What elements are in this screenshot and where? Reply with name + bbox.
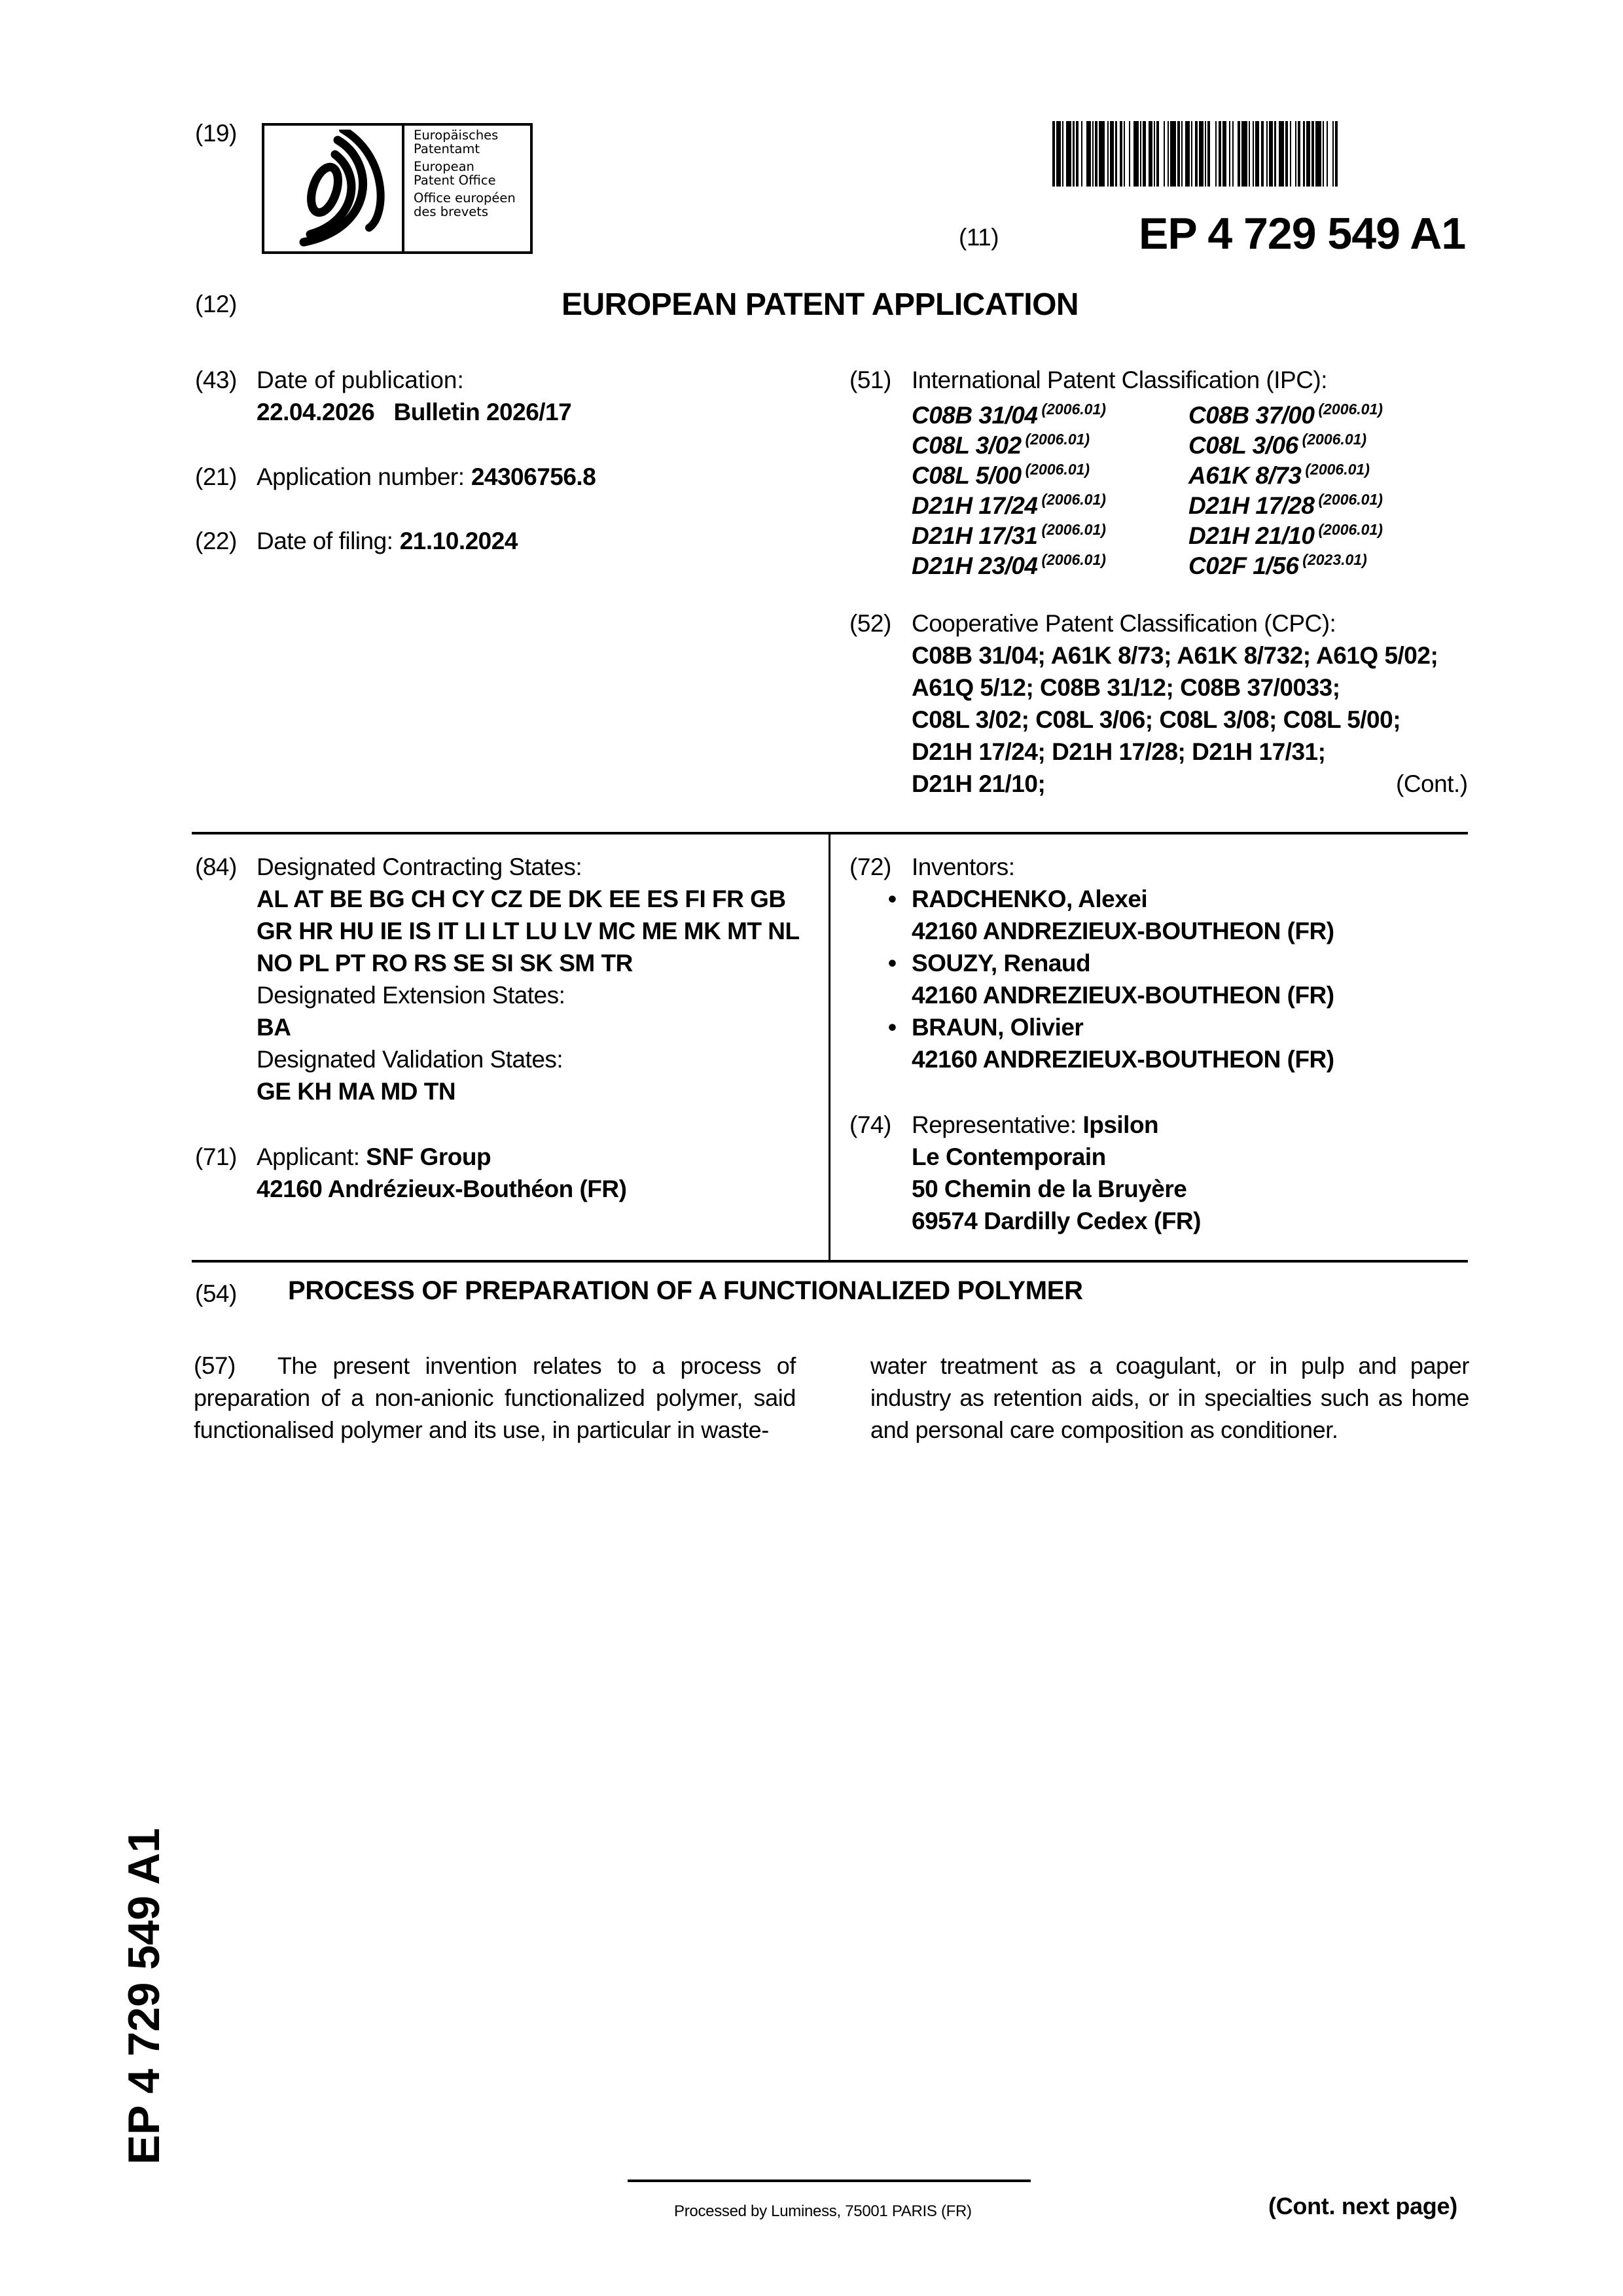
- ipc-entry: [1188, 454, 1463, 489]
- ipc-version: (2006.01): [1318, 401, 1383, 418]
- representative-label: Representative:: [912, 1111, 1077, 1138]
- epo-logo-text: [404, 126, 530, 251]
- ipc-entry: [1188, 394, 1463, 429]
- filing-date-block: [195, 525, 237, 557]
- publication-date: 22.04.2026: [257, 399, 375, 425]
- abstract-column-2: [870, 1350, 1469, 1446]
- logo-line: European: [414, 159, 474, 174]
- inventor-name: • RADCHENKO, Alexei: [912, 883, 1334, 915]
- representative-address-line: 50 Chemin de la Bruyère: [912, 1175, 1187, 1202]
- inventor-address: 42160 ANDREZIEUX-BOUTHEON (FR): [912, 1046, 1334, 1073]
- representative-name: Ipsilon: [1082, 1111, 1159, 1138]
- ipc-entry: [912, 454, 1188, 489]
- publication-date-value: [257, 396, 571, 428]
- cpc-line: C08L 3/02; C08L 3/06; C08L 3/08; C08L 5/00;: [912, 706, 1401, 733]
- ipc-code: D21H 17/24: [912, 492, 1038, 519]
- ipc-code: A61K 8/73: [1188, 462, 1302, 489]
- ipc-code: C08B 37/00: [1188, 402, 1315, 429]
- inid-74: (74): [849, 1111, 891, 1138]
- ipc-code: C08B 31/04: [912, 402, 1038, 429]
- inid-11: (11): [959, 224, 999, 251]
- inid-51: (51): [849, 367, 891, 393]
- inid-54: (54): [195, 1280, 237, 1307]
- ipc-classification-list: [912, 394, 1463, 579]
- publication-number: EP 4 729 549 A1: [1139, 209, 1466, 259]
- cpc-line: D21H 21/10;: [912, 770, 1046, 797]
- abstract-first-line: The present invention relates to a process of: [277, 1352, 796, 1379]
- application-number-block: [195, 461, 237, 493]
- inid-12: (12): [195, 291, 237, 317]
- cpc-continued: (Cont.): [1396, 770, 1468, 797]
- inventor-name: • BRAUN, Olivier: [912, 1011, 1334, 1043]
- ipc-version: (2006.01): [1025, 461, 1090, 478]
- publication-date-label: Date of publication:: [257, 367, 464, 393]
- cpc-label: Cooperative Patent Classification (CPC):: [912, 610, 1336, 637]
- cpc-line: A61Q 5/12; C08B 31/12; C08B 37/0033;: [912, 674, 1340, 701]
- epo-logo-icon: [264, 126, 404, 251]
- logo-line: Office européen: [414, 190, 516, 206]
- contracting-states-line: GR HR HU IE IS IT LI LT LU LV MC ME MK MT NL: [257, 918, 800, 944]
- validation-states-label: Designated Validation States:: [257, 1046, 563, 1073]
- divider-bottom: [192, 1260, 1468, 1263]
- filing-date-label: Date of filing:: [257, 528, 393, 554]
- ipc-version: (2006.01): [1041, 401, 1106, 418]
- bulletin-number: Bulletin 2026/17: [393, 399, 572, 425]
- extension-states-label: Designated Extension States:: [257, 982, 565, 1009]
- ipc-label: International Patent Classification (IPC):: [912, 367, 1328, 393]
- ipc-entry: [912, 394, 1188, 429]
- validation-states-value: GE KH MA MD TN: [257, 1078, 456, 1105]
- side-publication-number: EP 4 729 549 A1: [119, 1827, 169, 2165]
- inid-84: (84): [195, 853, 237, 880]
- applicant-name: SNF Group: [366, 1143, 491, 1170]
- contracting-states-line: NO PL PT RO RS SE SI SK SM TR: [257, 950, 633, 977]
- logo-line: Patent Office: [414, 173, 496, 188]
- ipc-entry: [912, 424, 1188, 459]
- ipc-code: C08L 3/06: [1188, 432, 1298, 459]
- application-number-label: Application number:: [257, 463, 465, 490]
- contracting-states-line: AL AT BE BG CH CY CZ DE DK EE ES FI FR GB: [257, 886, 786, 912]
- inid-19: (19): [195, 120, 237, 147]
- inid-71: (71): [195, 1143, 237, 1170]
- ipc-code: C08L 3/02: [912, 432, 1022, 459]
- inid-52: (52): [849, 610, 891, 637]
- inid-72: (72): [849, 853, 891, 880]
- representative-address-line: Le Contemporain: [912, 1143, 1106, 1170]
- ipc-version: (2006.01): [1318, 521, 1383, 538]
- ipc-row: [912, 484, 1463, 519]
- applicant-label: Applicant:: [257, 1143, 360, 1170]
- ipc-code: C02F 1/56: [1188, 552, 1299, 579]
- invention-title: PROCESS OF PREPARATION OF A FUNCTIONALIZED POLYMER: [288, 1276, 1083, 1305]
- abstract-text: water treatment as a coagulant, or in pulp and paper industry as retention aids, or in specialties such as home and personal care composition as conditioner.: [870, 1352, 1469, 1443]
- ipc-version: (2006.01): [1041, 521, 1106, 538]
- abstract-text: preparation of a non-anionic functionalized polymer, said functionalised polymer and its use, in particular in waste-: [194, 1384, 796, 1443]
- logo-line: des brevets: [414, 204, 489, 219]
- ipc-code: C08L 5/00: [912, 462, 1022, 489]
- applicant-block: [257, 1141, 626, 1205]
- inventor-address: 42160 ANDREZIEUX-BOUTHEON (FR): [912, 918, 1334, 944]
- logo-line: Patentamt: [414, 141, 480, 156]
- inventor-name: • SOUZY, Renaud: [912, 947, 1334, 979]
- representative-address-line: 69574 Dardilly Cedex (FR): [912, 1208, 1201, 1234]
- ipc-entry: [1188, 424, 1463, 459]
- ipc-version: (2006.01): [1041, 491, 1106, 508]
- inid-21: (21): [195, 463, 237, 490]
- ipc-code: D21H 17/31: [912, 522, 1038, 549]
- contracting-states-label: Designated Contracting States:: [257, 853, 582, 880]
- footer-divider: [628, 2179, 1031, 2182]
- logo-line: Europäisches: [414, 128, 499, 143]
- cpc-classification-list: [912, 639, 1438, 800]
- ipc-entry: [1188, 484, 1463, 519]
- barcode-icon: [1052, 121, 1468, 187]
- inid-22: (22): [195, 528, 237, 554]
- document-type: EUROPEAN PATENT APPLICATION: [562, 287, 1079, 322]
- ipc-code: D21H 21/10: [1188, 522, 1315, 549]
- ipc-row: [912, 545, 1463, 579]
- abstract-column-1: [194, 1350, 796, 1446]
- ipc-entry: [1188, 545, 1463, 579]
- ipc-entry: [912, 514, 1188, 549]
- filing-date-row: [257, 525, 518, 557]
- bullet-icon: •: [888, 1014, 897, 1041]
- extension-states-value: BA: [257, 1014, 291, 1041]
- filing-date-value: 21.10.2024: [399, 528, 518, 554]
- ipc-code: D21H 17/28: [1188, 492, 1315, 519]
- continued-next-page: (Cont. next page): [1268, 2193, 1457, 2219]
- ipc-code: D21H 23/04: [912, 552, 1038, 579]
- cpc-line: D21H 17/24; D21H 17/28; D21H 17/31;: [912, 738, 1326, 765]
- ipc-entry: [912, 545, 1188, 579]
- application-number-row: [257, 461, 596, 493]
- cpc-line: C08B 31/04; A61K 8/73; A61K 8/732; A61Q 5/02;: [912, 642, 1438, 669]
- ipc-entry: [912, 484, 1188, 519]
- ipc-entry: [1188, 514, 1463, 549]
- ipc-row: [912, 394, 1463, 429]
- ipc-version: (2006.01): [1305, 461, 1370, 478]
- ipc-version: (2006.01): [1025, 431, 1090, 448]
- application-number-value: 24306756.8: [471, 463, 596, 490]
- bullet-icon: •: [888, 886, 897, 912]
- ipc-row: [912, 424, 1463, 459]
- inid-43: (43): [195, 367, 237, 393]
- ipc-row: [912, 454, 1463, 489]
- inventors-label: Inventors:: [912, 853, 1015, 880]
- inventors-block: [888, 851, 1334, 1075]
- applicant-address: 42160 Andrézieux-Bouthéon (FR): [257, 1175, 627, 1202]
- designated-states-block: [257, 851, 800, 1107]
- publication-date-block: [195, 364, 237, 396]
- ipc-version: (2006.01): [1318, 491, 1383, 508]
- ipc-row: [912, 514, 1463, 549]
- epo-logo: [262, 123, 533, 254]
- ipc-version: (2006.01): [1041, 551, 1106, 568]
- bullet-icon: •: [888, 950, 897, 977]
- divider-vertical: [829, 833, 830, 1261]
- inid-57: (57): [194, 1352, 236, 1379]
- representative-block: [912, 1109, 1201, 1237]
- ipc-version: (2023.01): [1302, 551, 1367, 568]
- inventor-address: 42160 ANDREZIEUX-BOUTHEON (FR): [912, 982, 1334, 1009]
- processed-by: Processed by Luminess, 75001 PARIS (FR): [674, 2202, 972, 2220]
- ipc-version: (2006.01): [1302, 431, 1367, 448]
